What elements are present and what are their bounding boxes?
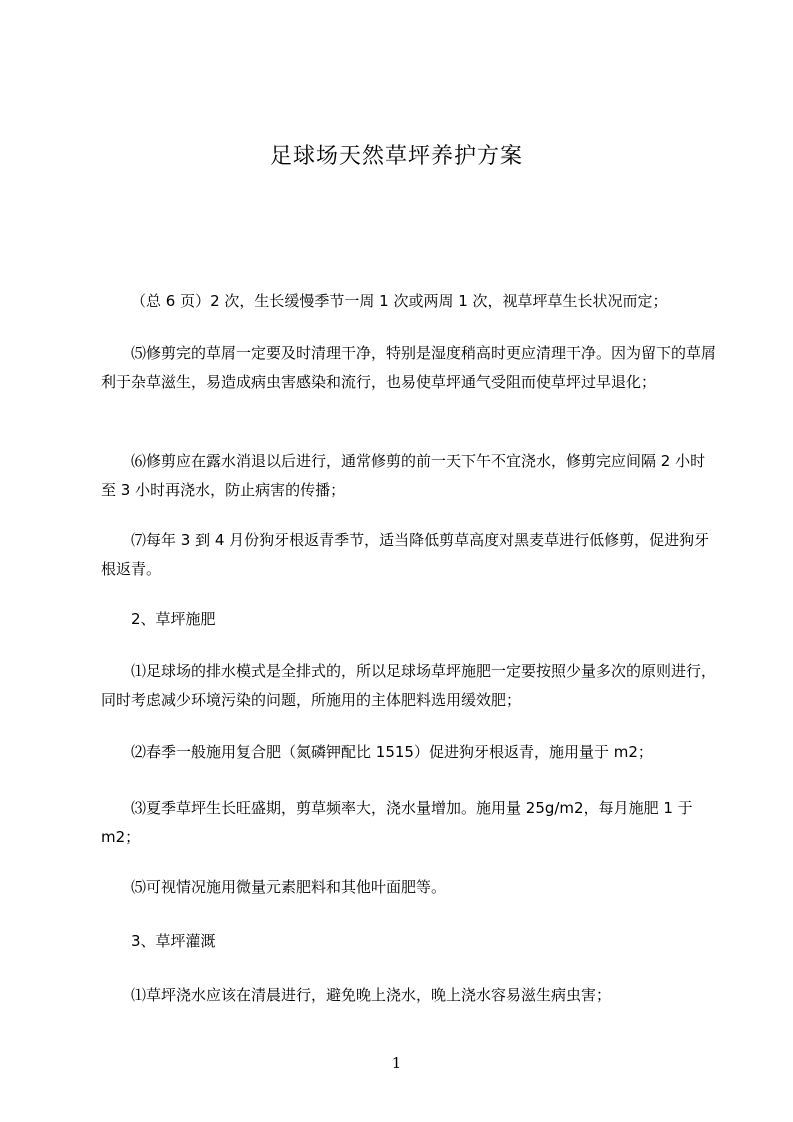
paragraph-mowing-7: ⑺每年 3 到 4 月份狗牙根返青季节，适当降低剪草高度对黑麦草进行低修剪，促进狗牙根返青。 xyxy=(101,531,710,578)
section-heading-irrigation: 3、草坪灌溉 xyxy=(131,932,216,950)
paragraph-fertilizing-3: ⑶夏季草坪生长旺盛期，剪草频率大，浇水量增加。施用量 25g/m2，每月施肥 1 于 m2； xyxy=(101,799,693,846)
paragraph-mowing-6: ⑹修剪应在露水消退以后进行，通常修剪的前一天下午不宜浇水，修剪完应间隔 2 小时至 3 小时再浇水，防止病害的传播； xyxy=(101,452,706,499)
paragraph-page-note: （总 6 页）2 次，生长缓慢季节一周 1 次或两周 1 次，视草坪草生长状况而定； xyxy=(131,292,668,310)
document-title: 足球场天然草坪养护方案 xyxy=(269,144,523,169)
paragraph-fertilizing-2: ⑵春季一般施用复合肥（氮磷钾配比 1515）促进狗牙根返青，施用量于 m2； xyxy=(131,743,653,761)
section-heading-fertilizing: 2、草坪施肥 xyxy=(131,610,216,628)
page-number: 1 xyxy=(391,1054,402,1072)
paragraph-mowing-5: ⑸修剪完的草屑一定要及时清理干净，特别是湿度稍高时更应清理干净。因为留下的草屑利于杂草滋生，易造成病虫害感染和流行，也易使草坪通气受阻而使草坪过早退化； xyxy=(101,344,717,391)
paragraph-fertilizing-5: ⑸可视情况施用微量元素肥料和其他叶面肥等。 xyxy=(131,878,447,896)
paragraph-fertilizing-1: ⑴足球场的排水模式是全排式的，所以足球场草坪施肥一定要按照少量多次的原则进行，同时考虑减少环境污染的问题，所施用的主体肥料选用缓效肥； xyxy=(101,662,717,709)
paragraph-irrigation-1: ⑴草坪浇水应该在清晨进行，避免晚上浇水，晚上浇水容易滋生病虫害； xyxy=(131,986,612,1004)
